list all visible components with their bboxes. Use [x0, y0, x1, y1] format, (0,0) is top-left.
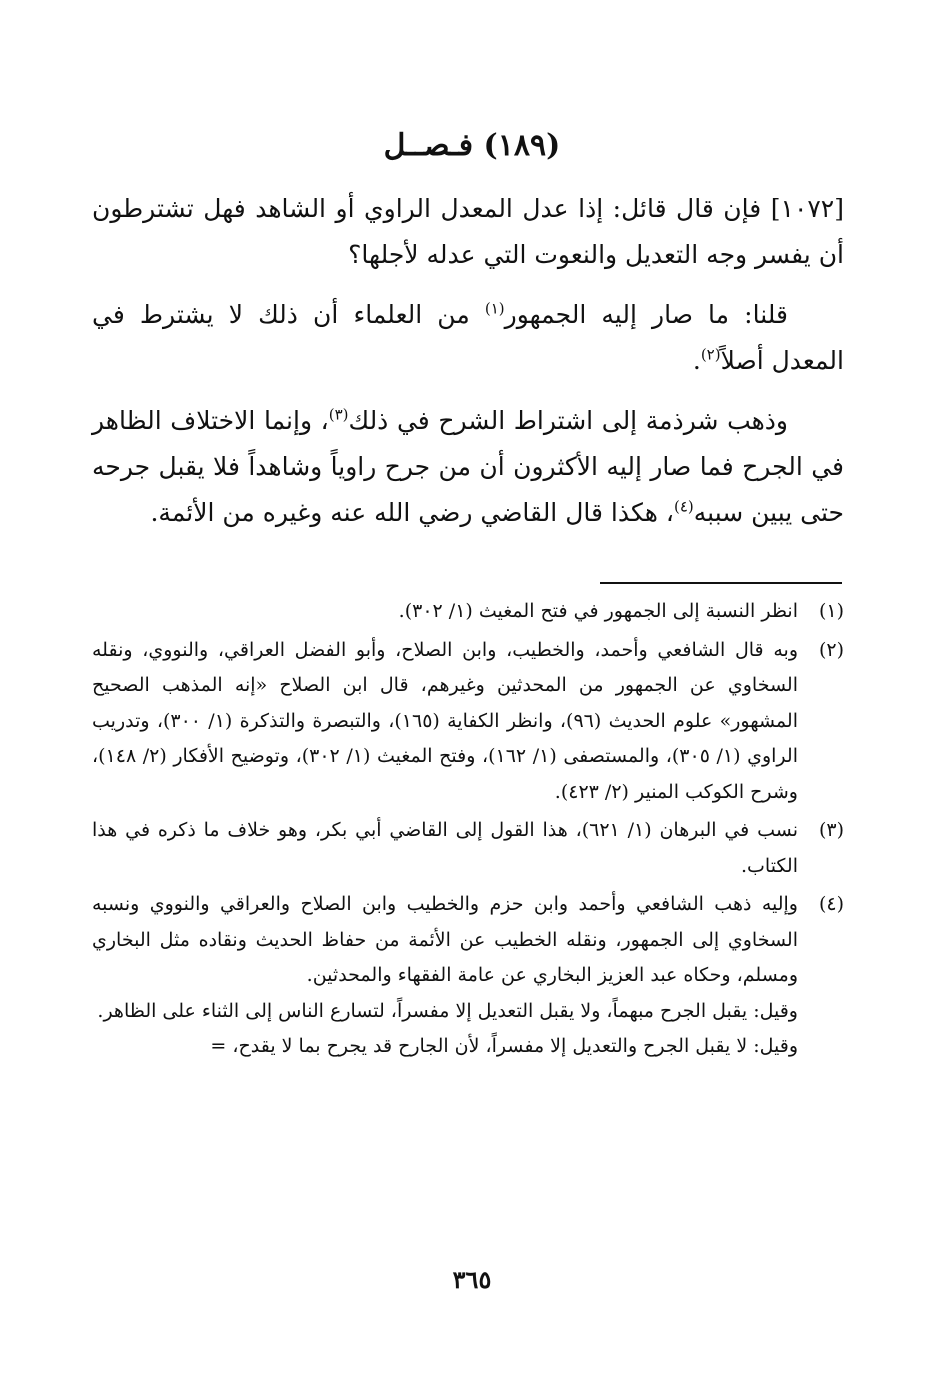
footnote-text-cont: وقيل: لا يقبل الجرح والتعديل إلا مفسراً، لأن الجارح قد يجرح بما لا يقدح، =	[210, 1035, 798, 1057]
footnote-ref-1[interactable]: (١)	[484, 299, 505, 318]
main-text	[92, 186, 844, 550]
paragraph-answer	[92, 292, 844, 384]
answer-text-b: من العلماء أن ذلك لا يشترط في المعدل أصلاً	[92, 300, 844, 375]
footnote-ref-3[interactable]: (٣)	[328, 405, 349, 424]
question-text: [١٠٧٢] فإن قال قائل: إذا عدل المعدل الراوي أو الشاهد فهل تشترطون أن يفسر وجه التعديل والنعوت التي عدله لأجلها؟	[92, 194, 844, 269]
jarh-text-c: ، هكذا قال القاضي رضي الله عنه وغيره من الأئمة.	[150, 498, 674, 527]
footnote-number: (١)	[818, 600, 844, 622]
footnote-text-cont: وقيل: يقبل الجرح مبهماً، ولا يقبل التعديل إلا مفسراً، لتسارع الناس إلى الثناء على الظاهر.	[97, 999, 798, 1022]
footnote-ref-4[interactable]: (٤)	[673, 497, 694, 516]
footnote-text: وبه قال الشافعي وأحمد، والخطيب، وابن الصلاح، وأبو الفضل العراقي، والنووي، ونقله السخاوي عن الجمهور من المحدثين وغيرهم، قال ابن الصلاح «إنه المذهب الصحيح المشهور» علوم الحديث (٩٦)، وانظر الكفاية (١٦٥)، والتبصرة والتذكرة (١/ ٣٠٠)، وتدريب الراوي (١/ ٣٠٥)، والمستصفى (١/ ١٦٢)، وفتح المغيث (١/ ٣٠٢)، وتوضيح الأفكار (٢/ ١٤٨)، وشرح الكوكب المنير (٢/ ٤٢٣).	[92, 638, 798, 803]
footnote-number: (٣)	[818, 819, 844, 841]
footnote-2	[92, 633, 844, 811]
footnote-separator	[600, 582, 842, 584]
footnote-number: (٢)	[818, 638, 844, 661]
paragraph-question	[92, 186, 844, 278]
paragraph-jarh	[92, 398, 844, 536]
jarh-text-b: ، وإنما الاختلاف الظاهر في الجرح فما صار إليه الأكثرون أن من جرح راوياً وشاهداً فلا يقبل جرحه حتى يبين سببه	[92, 406, 844, 527]
footnote-3	[92, 813, 844, 884]
footnote-text: انظر النسبة إلى الجمهور في فتح المغيث (١/ ٣٠٢).	[398, 600, 798, 622]
section-heading: (١٨٩) فـصــل	[383, 128, 561, 163]
footnote-1	[92, 594, 844, 630]
page-number: ٣٦٥	[452, 1265, 492, 1294]
footnote-number: (٤)	[818, 893, 844, 915]
footnote-4	[92, 887, 844, 1065]
answer-text-c: .	[692, 346, 701, 375]
jarh-text-a: وذهب شرذمة إلى اشتراط الشرح في ذلك	[348, 406, 789, 435]
footnote-text: وإليه ذهب الشافعي وأحمد وابن حزم والخطيب وابن الصلاح والعراقي والنووي ونسبه السخاوي إلى الجمهور، ونقله الخطيب عن الأئمة من حفاظ الحديث ونقاده مثل البخاري ومسلم، وحكاه عبد العزيز البخاري عن عامة الفقهاء والمحدثين.	[92, 893, 798, 986]
answer-text-a: قلنا: ما صار إليه الجمهور	[504, 300, 788, 329]
footnote-ref-2[interactable]: (٢)	[700, 345, 721, 364]
footnote-text: نسب في البرهان (١/ ٦٢١)، هذا القول إلى القاضي أبي بكر، وهو خلاف ما ذكره في هذا الكتاب.	[92, 819, 798, 877]
footnotes	[92, 594, 844, 1068]
